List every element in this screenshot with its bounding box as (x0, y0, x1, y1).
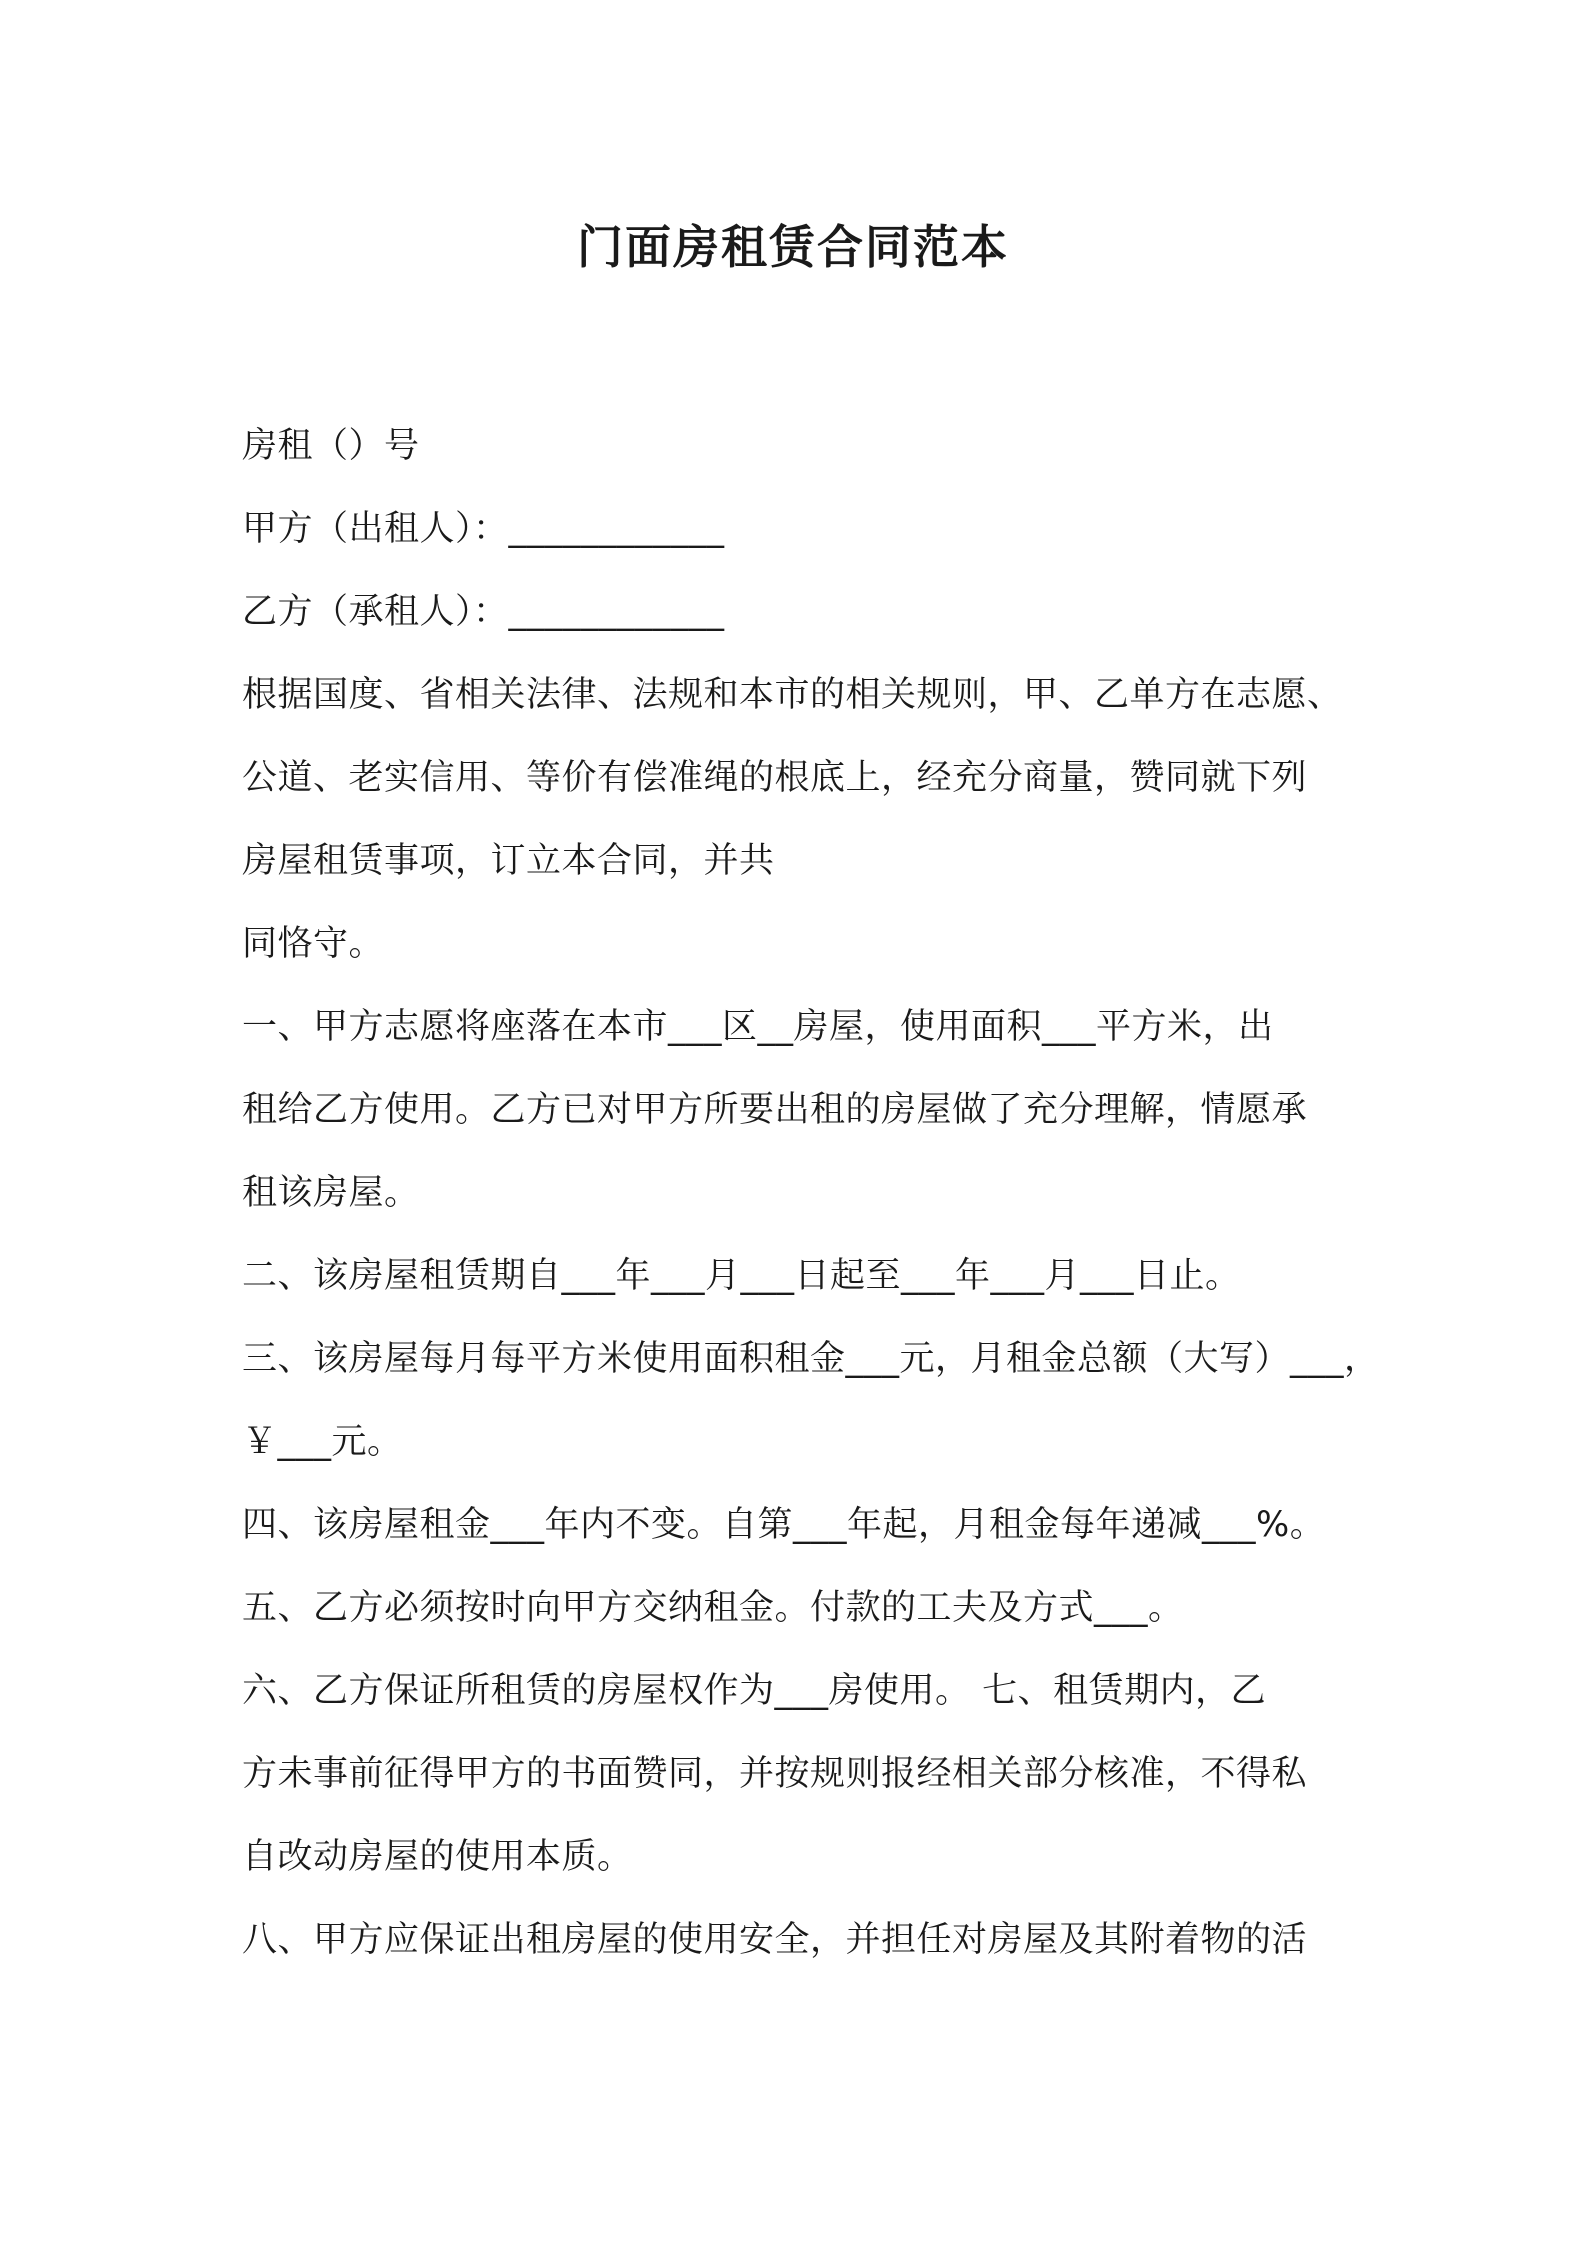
clause-3-line-1: 三、该房屋每月每平方米使用面积租金___元，月租金总额（大写）___， (242, 1339, 1380, 1379)
clause-3-line-2: ￥___元。 (242, 1422, 403, 1462)
clause-7-line-2: 方未事前征得甲方的书面赞同，并按规则报经相关部分核准，不得私 (242, 1754, 1308, 1794)
preamble-line-1: 根据国度、省相关法律、法规和本市的相关规则，甲、乙单方在志愿、 (242, 675, 1343, 715)
contract-number-line: 房租（）号 (242, 426, 420, 466)
preamble-line-4: 同恪守。 (242, 924, 385, 964)
party-a-line: 甲方（出租人）：____________ (242, 509, 725, 549)
clause-4-line: 四、该房屋租金___年内不变。自第___年起，月租金每年递减___%。 (242, 1505, 1326, 1545)
preamble-line-3: 房屋租赁事项，订立本合同，并共 (242, 841, 775, 881)
clause-8-line-1: 八、甲方应保证出租房屋的使用安全，并担任对房屋及其附着物的活 (242, 1920, 1308, 1960)
document-body (242, 405, 1382, 1982)
clause-1-line-2: 租给乙方使用。乙方已对甲方所要出租的房屋做了充分理解，情愿承 (242, 1090, 1308, 1130)
clause-1-line-3: 租该房屋。 (242, 1173, 420, 1213)
clause-6-7-line-1: 六、乙方保证所租赁的房屋权作为___房使用。 七、租赁期内，乙 (242, 1671, 1267, 1711)
clause-2-line: 二、该房屋租赁期自___年___月___日起至___年___月___日止。 (242, 1256, 1241, 1296)
document-title: 门面房租赁合同范本 (577, 220, 1009, 274)
clause-5-line: 五、乙方必须按时向甲方交纳租金。付款的工夫及方式___。 (242, 1588, 1184, 1628)
preamble-line-2: 公道、老实信用、等价有偿准绳的根底上，经充分商量，赞同就下列 (242, 758, 1308, 798)
clause-7-line-3: 自改动房屋的使用本质。 (242, 1837, 633, 1877)
party-b-line: 乙方（承租人）：____________ (242, 592, 725, 632)
clause-1-line-1: 一、甲方志愿将座落在本市___区__房屋，使用面积___平方米，出 (242, 1007, 1274, 1047)
